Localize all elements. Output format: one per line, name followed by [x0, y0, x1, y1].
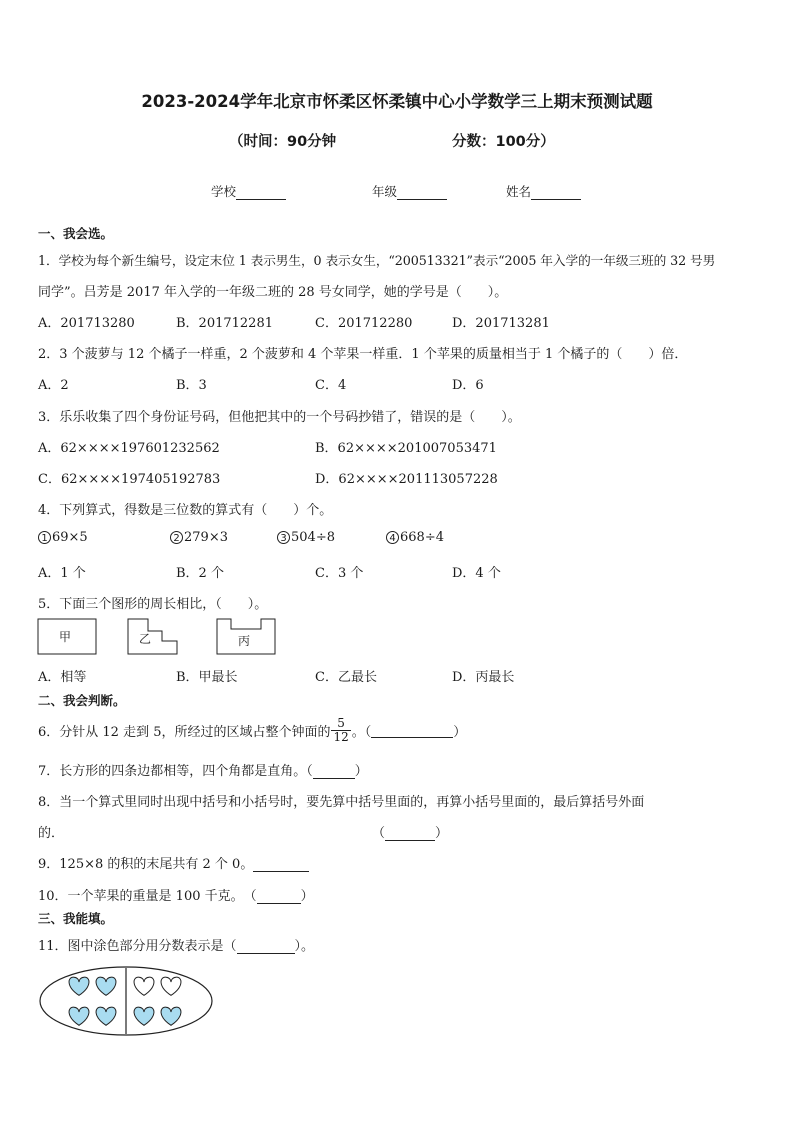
question-10-paren-close: ） — [300, 889, 314, 904]
expression: 69×5 — [52, 530, 88, 545]
question-1-option-a: A．201713280 — [38, 316, 135, 331]
question-5: 5．下面三个图形的周长相比，（ ）。 — [38, 597, 268, 612]
question-4: 4．下列算式，得数是三位数的算式有（ ）个。 — [38, 503, 333, 518]
question-1-line-2: 同学”。吕芳是 2017 年入学的一年级二班的 28 号女同学，她的学号是（ ）。 — [38, 285, 508, 300]
heart-shaded-icon — [96, 1007, 116, 1025]
question-1-line-1: 1．学校为每个新生编号，设定末位 1 表示男生，0 表示女生，“200513321”表示“2005 年入学的一年级三班的 32 号男 — [38, 253, 716, 268]
answer-blank-10[interactable] — [257, 889, 301, 904]
question-5-option-c: C．乙最长 — [315, 670, 377, 685]
question-11-paren-close: ）。 — [294, 939, 315, 954]
question-8-line-2: 的． — [38, 826, 65, 841]
section-heading-fill: 三、我能填。 — [38, 911, 114, 926]
fraction-five-twelfths — [331, 717, 350, 744]
section-heading-choice: 一、我会选。 — [38, 226, 114, 241]
question-5-option-d: D．丙最长 — [452, 670, 515, 685]
name-field — [506, 182, 581, 200]
heart-shaded-icon — [161, 1007, 181, 1025]
answer-blank-9[interactable] — [253, 857, 309, 872]
question-4-option-d: D．4 个 — [452, 566, 501, 581]
question-4-option-a: A．1 个 — [38, 566, 86, 581]
question-3-option-c: C．62××××197405192783 — [38, 472, 221, 487]
question-5-option-b: B．甲最长 — [176, 670, 238, 685]
exam-score: 分数：100分） — [452, 134, 555, 150]
question-9-text: 9．125×8 的积的末尾共有 2 个 0。 — [38, 857, 254, 872]
circled-number-4: 4 — [386, 531, 399, 544]
question-3-option-d: D．62××××201113057228 — [315, 472, 498, 487]
heart-shaded-icon — [96, 977, 116, 995]
heart-shaded-icon — [69, 1007, 89, 1025]
grade-label: 年级 — [372, 184, 398, 199]
answer-blank-8[interactable] — [385, 826, 435, 841]
question-6-paren-close: ） — [453, 724, 467, 740]
question-5-option-a: A．相等 — [38, 670, 87, 685]
school-label: 学校 — [211, 184, 237, 199]
figure-yi — [128, 619, 177, 654]
question-4-option-c: C．3 个 — [315, 566, 364, 581]
question-4-item-2 — [170, 530, 228, 545]
question-8-paren-open: （ — [372, 826, 386, 841]
question-4-item-3 — [277, 530, 335, 545]
expression: 279×3 — [184, 530, 228, 545]
question-6-text: 6．分针从 12 走到 5，所经过的区域占整个钟面的 — [38, 724, 331, 740]
page-title: 2023-2024学年北京市怀柔区怀柔镇中心小学数学三上期末预测试题 — [141, 92, 653, 111]
expression: 668÷4 — [400, 530, 444, 545]
question-8-answer — [372, 822, 448, 841]
question-6 — [38, 712, 466, 748]
heart-shaded-icon — [69, 977, 89, 995]
fraction-denominator: 12 — [333, 729, 349, 744]
question-4-item-1 — [38, 530, 88, 545]
question-9 — [38, 853, 309, 872]
name-blank — [531, 185, 581, 200]
question-7-text: 7．长方形的四条边都相等，四个角都是直角。（ — [38, 764, 313, 779]
question-1-option-b: B．201712281 — [176, 316, 273, 331]
question-7-paren-close: ） — [354, 764, 368, 779]
question-2-option-b: B．3 — [176, 378, 207, 393]
fraction-numerator: 5 — [331, 717, 350, 731]
question-3-option-b: B．62××××201007053471 — [315, 441, 497, 456]
question-10-text: 10．一个苹果的重量是 100 千克。 （ — [38, 889, 257, 904]
circled-number-1: 1 — [38, 531, 51, 544]
answer-blank-11[interactable] — [237, 939, 295, 954]
question-4-option-b: B．2 个 — [176, 566, 224, 581]
heart-outline-icon — [134, 977, 154, 995]
question-10 — [38, 885, 314, 904]
question-8-paren-close: ） — [435, 826, 449, 841]
grade-blank — [397, 185, 447, 200]
question-2-option-a: A．2 — [38, 378, 69, 393]
answer-blank-6[interactable] — [371, 723, 453, 738]
question-6-paren-open: 。（ — [351, 724, 372, 740]
heart-outline-icon — [161, 977, 181, 995]
question-11 — [38, 935, 314, 954]
question-2: 2．3 个菠萝与 12 个橘子一样重，2 个菠萝和 4 个苹果一样重．1 个苹果的质量相当于 1 个橘子的（ ）倍． — [38, 347, 688, 362]
section-heading-judge: 二、我会判断。 — [38, 693, 126, 708]
question-1-option-d: D．201713281 — [452, 316, 550, 331]
grade-field — [372, 182, 447, 200]
figure-label-bing: 丙 — [238, 634, 251, 648]
figure-label-yi: 乙 — [139, 632, 152, 646]
question-7 — [38, 760, 368, 779]
school-field — [211, 182, 286, 200]
exam-time: （时间：90分钟 — [229, 134, 337, 150]
circled-number-2: 2 — [170, 531, 183, 544]
question-2-option-d: D．6 — [452, 378, 484, 393]
question-11-text: 11．图中涂色部分用分数表示是（ — [38, 939, 237, 954]
expression: 504÷8 — [291, 530, 335, 545]
perimeter-figures — [36, 617, 286, 657]
figure-label-jia: 甲 — [59, 630, 72, 644]
circled-number-3: 3 — [277, 531, 290, 544]
question-4-item-4 — [386, 530, 444, 545]
heart-fraction-figure — [38, 965, 214, 1037]
question-2-option-c: C．4 — [315, 378, 347, 393]
answer-blank-7[interactable] — [313, 764, 355, 779]
school-blank — [236, 185, 286, 200]
question-8-line-1: 8．当一个算式里同时出现中括号和小括号时，要先算中括号里面的，再算小括号里面的，最后算括号外面 — [38, 795, 645, 810]
name-label: 姓名 — [506, 184, 532, 199]
question-3: 3．乐乐收集了四个身份证号码，但他把其中的一个号码抄错了，错误的是（ ）。 — [38, 410, 521, 425]
question-1-option-c: C．201712280 — [315, 316, 413, 331]
question-3-option-a: A．62××××197601232562 — [38, 441, 220, 456]
heart-shaded-icon — [134, 1007, 154, 1025]
